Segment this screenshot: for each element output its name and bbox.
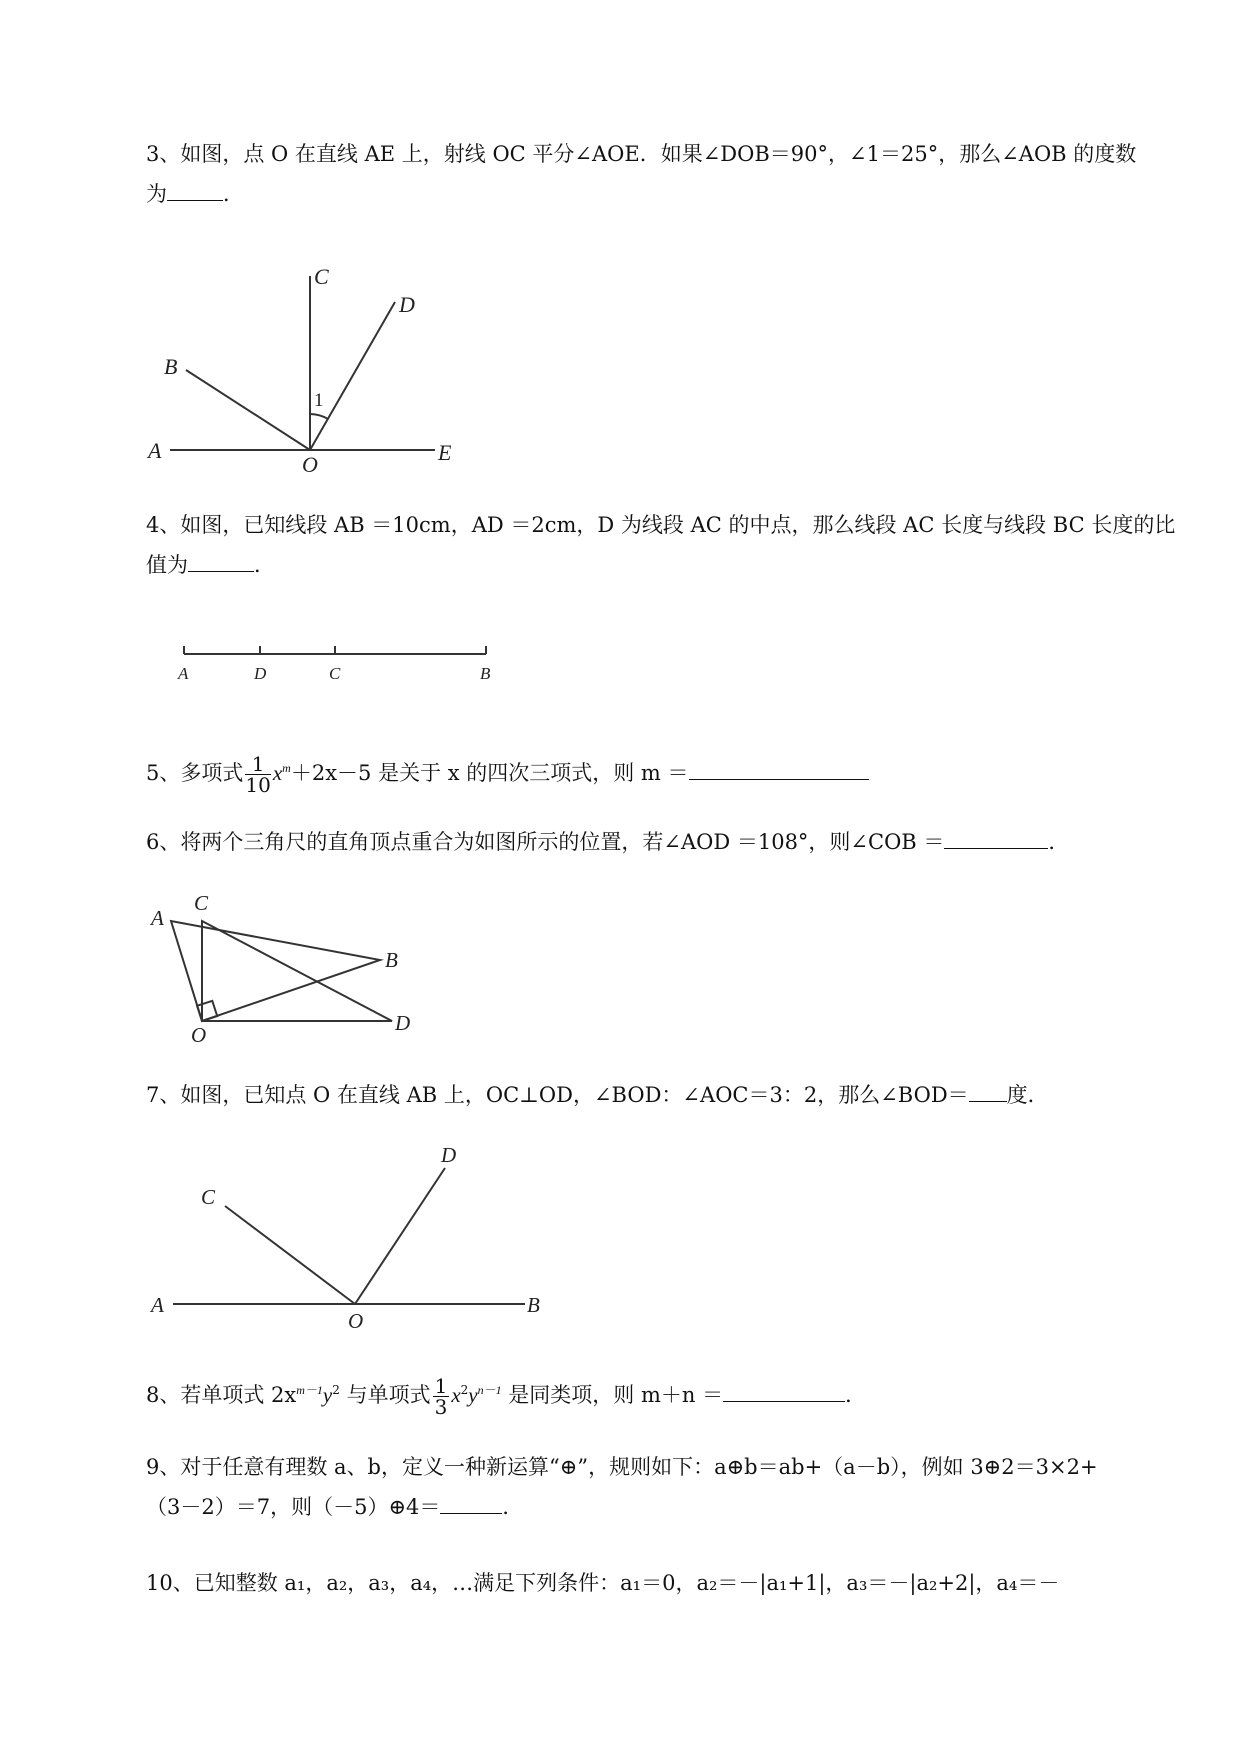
label-A: A [148, 438, 162, 463]
answer-blank[interactable] [944, 822, 1048, 849]
label-A: A [178, 664, 189, 683]
label-D: D [441, 1143, 457, 1167]
q7-figure [145, 1140, 555, 1340]
label-D: D [254, 664, 267, 683]
ray-OD [355, 1168, 445, 1304]
label-B: B [527, 1293, 540, 1317]
q9-line2: （3－2）＝7，则（－5）⊕4＝ ． [146, 1487, 1146, 1527]
label-B: B [385, 948, 398, 972]
label-A: A [151, 906, 164, 930]
ray-OD [310, 302, 395, 450]
label-A: A [151, 1293, 164, 1317]
q4-line1: 4、如图，已知线段 AB ＝10cm，AD ＝2cm，D 为线段 AC 的中点，那么线段 AC 长度与线段 BC 长度的比 [146, 513, 1176, 537]
answer-blank[interactable] [689, 753, 869, 780]
answer-blank[interactable] [723, 1375, 845, 1402]
question-3 [146, 134, 1146, 214]
label-C: C [194, 891, 209, 915]
q6-figure [145, 885, 435, 1045]
answer-blank[interactable] [440, 1487, 502, 1514]
q3-line2: 为 ． [146, 174, 1146, 214]
fraction-1-10: $\frac{1}{10}$ [245, 752, 271, 797]
label-C: C [314, 264, 329, 289]
answer-blank[interactable] [969, 1075, 1007, 1102]
answer-blank[interactable] [188, 545, 254, 572]
label-D: D [399, 292, 415, 317]
q3-line1: 3、如图，点 O 在直线 AE 上，射线 OC 平分∠AOE．如果∠DOB＝90°，∠1＝25°，那么∠AOB 的度数 [146, 142, 1137, 166]
ray-OB [186, 370, 310, 450]
q4-line2: 值为 ． [146, 545, 1146, 585]
question-5: 5、多项式 $\frac{1}{10}$ $x^m+2x-5$ 是关于 x 的四次三项式，则 m ＝ [146, 748, 1146, 795]
right-angle-mark [197, 1001, 217, 1021]
fraction-1-3: $\frac{1}{3}$ [434, 1374, 448, 1419]
question-4 [146, 505, 1176, 585]
label-C: C [329, 664, 341, 683]
label-C: C [201, 1185, 216, 1209]
angle-1-arc [310, 414, 328, 419]
question-10: 10、已知整数 a₁，a₂，a₃，a₄，…满足下列条件：a₁＝0，a₂＝－|a₁+1|，a₃＝－|a₂+2|，a₄＝－ [146, 1571, 1060, 1595]
question-6: 6、将两个三角尺的直角顶点重合为如图所示的位置，若∠AOD ＝108°，则∠COB ＝ ． [146, 822, 1146, 862]
label-E: E [438, 440, 452, 465]
answer-blank[interactable] [167, 174, 223, 201]
label-O: O [348, 1309, 364, 1333]
label-B: B [164, 354, 178, 379]
q3-figure [140, 262, 480, 472]
ray-OC [225, 1206, 355, 1304]
triangle-COD [202, 921, 392, 1021]
question-8: 8、若单项式 $2x^{m-1}y^2$ 与单项式 $\frac{1}{3}$ $x^2y^{n-1}$ 是同类项，则 m＋n ＝ ． [146, 1374, 867, 1419]
label-O: O [191, 1023, 207, 1045]
label-angle-1: 1 [314, 390, 324, 411]
q9-line1: 9、对于任意有理数 a、b，定义一种新运算“⊕”，规则如下：a⊕b＝ab+（a－b），例如 3⊕2＝3×2+ [146, 1455, 1098, 1479]
label-O: O [302, 452, 318, 472]
q4-figure [170, 640, 500, 695]
label-B: B [480, 664, 491, 683]
question-9 [146, 1447, 1146, 1527]
question-7: 7、如图，已知点 O 在直线 AB 上，OC⊥OD，∠BOD：∠AOC＝3：2，那么∠BOD＝ 度． [146, 1075, 1146, 1115]
label-D: D [395, 1011, 411, 1035]
